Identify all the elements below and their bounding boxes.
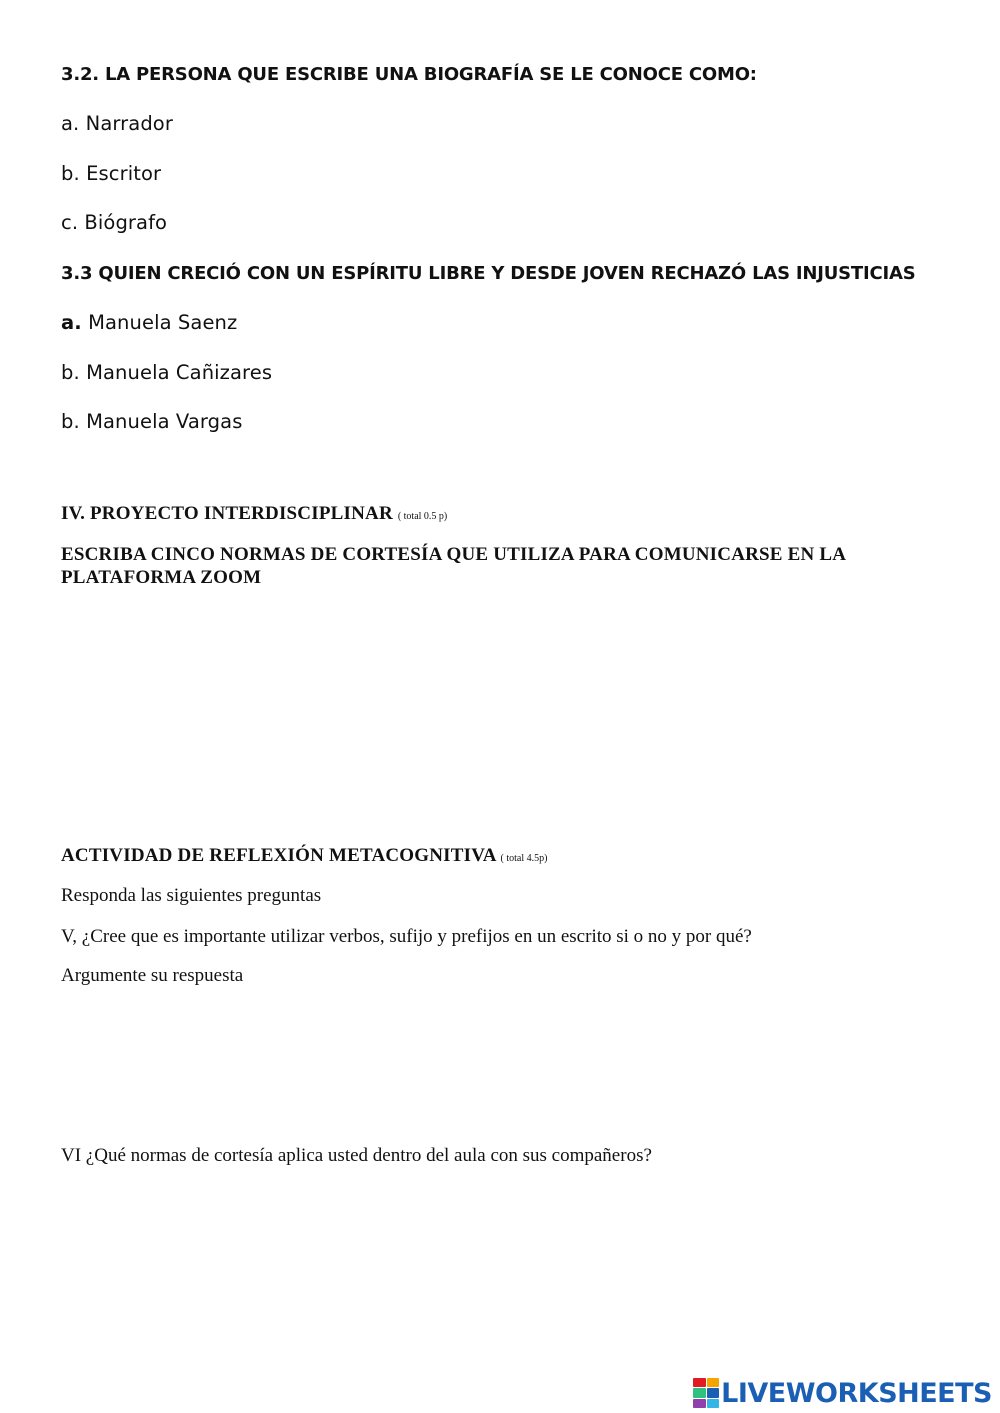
option-letter: a. (61, 311, 82, 334)
liveworksheets-wordmark: LIVEWORKSHEETS (721, 1377, 992, 1409)
section-4-heading (61, 503, 447, 525)
logo-block (693, 1399, 706, 1408)
section-4-points: ( total 0.5 p) (397, 511, 448, 522)
question-3-3-option-a[interactable] (61, 311, 237, 334)
reflection-intro: Responda las siguientes preguntas (61, 885, 322, 906)
liveworksheets-brand (693, 1375, 992, 1411)
question-3-2-heading: 3.2. LA PERSONA QUE ESCRIBE UNA BIOGRAFÍA SE LE CONOCE COMO: (61, 64, 757, 85)
reflection-points: ( total 4.5p) (500, 853, 548, 864)
question-6: VI ¿Qué normas de cortesía aplica usted dentro del aula con sus compañeros? (61, 1145, 652, 1166)
liveworksheets-logo-icon (693, 1378, 719, 1408)
question-3-2-option-b[interactable]: b. Escritor (61, 162, 162, 185)
question-3-3-option-c[interactable]: b. Manuela Vargas (61, 410, 243, 433)
question-3-2-option-a[interactable]: a. Narrador (61, 112, 173, 135)
question-5-argue: Argumente su respuesta (61, 965, 244, 986)
reflection-heading (61, 845, 547, 867)
option-text: Manuela Saenz (81, 311, 238, 334)
logo-block (693, 1388, 706, 1397)
logo-block (693, 1378, 706, 1387)
reflection-title: ACTIVIDAD DE REFLEXIÓN METACOGNITIVA (61, 845, 496, 866)
question-3-3-heading: 3.3 QUIEN CRECIÓ CON UN ESPÍRITU LIBRE Y DESDE JOVEN RECHAZÓ LAS INJUSTICIAS (61, 263, 916, 284)
logo-block (707, 1378, 720, 1387)
section-4-title: IV. PROYECTO INTERDISCIPLINAR (61, 503, 393, 524)
logo-block (707, 1388, 720, 1397)
section-4-instruction: ESCRIBA CINCO NORMAS DE CORTESÍA QUE UTILIZA PARA COMUNICARSE EN LA PLATAFORMA ZOOM (61, 544, 846, 588)
question-3-2-option-c[interactable]: c. Biógrafo (61, 211, 168, 234)
question-3-3-option-b[interactable]: b. Manuela Cañizares (61, 361, 273, 384)
logo-block (707, 1399, 720, 1408)
question-5: V, ¿Cree que es importante utilizar verbos, sufijo y prefijos en un escrito si o no y por qué? (61, 926, 752, 947)
